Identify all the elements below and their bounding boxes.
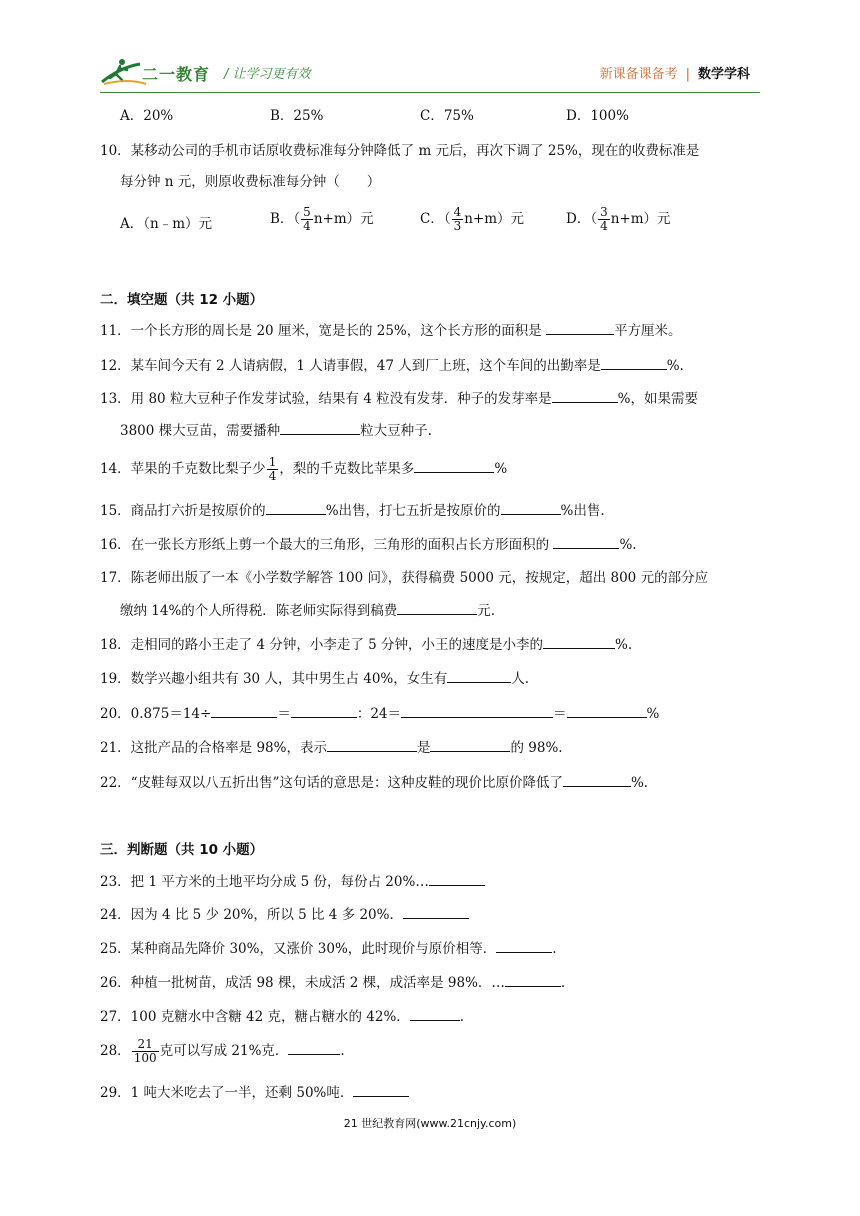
header-tags [600,63,750,82]
q18-blank [543,634,615,649]
q10-line2: 每分钟 n 元，则原收费标准每分钟（ ） [120,174,381,190]
q20-blank-2 [291,703,357,718]
q9-option-c: C．75% [420,108,474,124]
q22-unit: %. [630,775,649,791]
q21 [100,737,563,758]
q10-option-d-fraction [598,206,610,233]
q9-option-d: D．100% [566,108,629,124]
q18-unit: %. [615,637,633,653]
q16-unit: %. [619,537,637,553]
q13-line1 [100,388,698,409]
q11-text: 11．一个长方形的周长是 20 厘米，宽是长的 25%，这个长方形的面积是 [100,323,547,339]
q10-option-c [420,206,524,233]
q26-blank [505,972,561,987]
fraction-numerator: 5 [303,205,311,219]
q21-text-end: 的 98%. [510,740,563,756]
q11-unit: 平方厘米。 [614,323,682,339]
q16-blank [553,534,619,549]
q19-text: 19．数学兴趣小组共有 30 人，其中男生占 40%，女生有 [100,671,448,687]
q13-text-mid: %，如果需要 [617,391,698,407]
fraction-numerator: 3 [600,205,608,219]
q27-blank [410,1006,460,1021]
q10-option-a: A．（n﹣m）元 [120,216,212,232]
q25-text: 25．某种商品先降价 30%，又涨价 30%，此时现价与原价相等． [100,941,497,957]
q26-period: . [560,975,566,991]
q14-blank [414,458,494,473]
q10-option-d-prefix: D．（ [566,211,598,227]
q14-fraction [267,456,279,483]
q15-blank-2 [501,500,561,515]
q13-blank-1 [552,388,618,403]
q20-unit: % [646,706,660,722]
brand-slogan: / 让学习更有效 [224,67,311,82]
q24 [100,904,469,925]
q15-unit: %出售. [560,503,605,519]
q27 [100,1006,464,1027]
q23-text: 23．把 1 平方米的土地平均分成 5 份，每份占 20%… [100,874,429,890]
q19-unit: 人. [511,671,530,687]
q24-blank [403,904,469,919]
q18-text: 18．走相同的路小王走了 4 分钟，小李走了 5 分钟，小王的速度是小李的 [100,637,544,653]
q11 [100,320,682,341]
q17-unit: 元. [477,603,496,619]
q22-blank [563,772,631,787]
q26 [100,972,565,993]
q28-period: . [340,1043,345,1059]
q13-line2-text: 3800 棵大豆苗，需要播种 [120,423,281,439]
q10-option-b-prefix: B．（ [270,211,301,227]
q29 [100,1082,409,1103]
q28-number: 28． [100,1043,131,1059]
q19-blank [447,668,511,683]
q14-text: 14．苹果的千克数比梨子少 [100,461,266,477]
q10-option-b [270,206,374,233]
fraction-denominator: 4 [303,219,311,233]
q11-blank [546,320,614,335]
fraction-numerator: 4 [453,205,462,219]
fraction-numerator: 1 [268,455,277,469]
fraction-numerator: 21 [132,1038,159,1052]
q20-blank-3 [401,703,553,718]
q16 [100,534,637,555]
q25-blank [496,938,552,953]
q13-blank-2 [280,420,360,435]
q26-text: 26．种植一批树苗，成活 98 棵，未成活 2 棵，成活率是 98%．… [100,975,505,991]
q20-blank-1 [211,703,277,718]
q20 [100,703,659,724]
q10-option-b-fraction [301,206,313,233]
fraction-denominator: 3 [453,219,462,233]
q27-text: 27．100 克糖水中含糖 42 克，糖占糖水的 42%． [100,1009,410,1025]
q21-blank-2 [430,737,510,752]
header-tag-subject: 数学学科 [697,67,750,82]
q28-text: 克可以写成 21%克． [159,1043,289,1059]
q20-blank-4 [567,703,647,718]
header-tag-separator: | [685,67,690,82]
section-true-false-title: 三．判断题（共 10 小题） [100,842,264,858]
page-header [100,56,760,92]
q16-text: 16．在一张长方形纸上剪一个最大的三角形，三角形的面积占长方形面积的 [100,537,554,553]
q15-text-mid: %出售，打七五折是按原价的 [325,503,501,519]
q12-unit: %. [666,358,684,374]
q28 [100,1038,345,1065]
q10-option-d [566,206,671,233]
q25-period: . [552,941,557,957]
q15-text: 15．商品打六折是按原价的 [100,503,266,519]
q15-blank-1 [266,500,326,515]
q28-blank [288,1040,340,1055]
q10-option-c-prefix: C．（ [420,211,451,227]
fraction-denominator: 100 [133,1051,157,1065]
q14-unit: % [494,461,508,477]
fraction-denominator: 4 [600,219,608,233]
q29-text: 29．1 吨大米吃去了一半，还剩 50%吨． [100,1085,354,1101]
header-tag-course: 新课备课备考 [599,67,678,82]
q20-text: 20．0.875＝14÷ [100,706,212,722]
q23-blank [429,871,485,886]
q25 [100,938,557,959]
q27-period: . [459,1009,465,1025]
q22 [100,772,648,793]
q20-equals-1: ＝ [277,706,291,722]
q13-text: 13．用 80 粒大豆种子作发芽试验，结果有 4 粒没有发芽．种子的发芽率是 [100,391,552,407]
q10-option-d-suffix: n+m）元 [610,211,671,227]
q28-fraction [132,1038,159,1065]
q9-option-a: A．20% [120,108,174,124]
q23 [100,871,485,892]
q20-equals-2: ＝ [553,706,567,722]
q12 [100,355,684,376]
q21-text-mid: 是 [416,740,431,756]
header-divider [100,92,760,93]
fraction-denominator: 4 [268,469,277,483]
q24-text: 24．因为 4 比 5 少 20%，所以 5 比 4 多 20%． [100,907,403,923]
q10-option-c-suffix: n+m）元 [464,211,525,227]
q17-line1: 17．陈老师出版了一本《小学数学解答 100 问》，获得稿费 5000 元，按规定，超出 800 元的部分应 [100,570,709,586]
q17-blank [397,600,477,615]
q17-line2 [120,600,495,621]
q13-line2-unit: 粒大豆种子. [360,423,432,439]
q13-line2 [120,420,432,441]
q14-text-mid: ，梨的千克数比苹果多 [279,461,415,477]
q17-line2-text: 缴纳 14%的个人所得税．陈老师实际得到稿费 [120,603,398,619]
q20-ratio: ：24＝ [356,706,402,722]
q21-blank-1 [327,737,417,752]
q22-text: 22．“皮鞋每双以八五折出售”这句话的意思是：这种皮鞋的现价比原价降低了 [100,775,563,791]
q29-blank [353,1082,409,1097]
q14 [100,456,507,483]
q12-blank [601,355,667,370]
q10-option-c-fraction [452,206,464,233]
q21-text: 21．这批产品的合格率是 98%，表示 [100,740,327,756]
q12-text: 12．某车间今天有 2 人请病假，1 人请事假，47 人到厂上班，这个车间的出勤率是 [100,358,601,374]
section-fill-in-title: 二．填空题（共 12 小题） [100,292,264,308]
q10-line1: 10．某移动公司的手机市话原收费标准每分钟降低了 m 元后，再次下调了 25%，现在的收费标准是 [100,143,700,159]
q19 [100,668,529,689]
q18 [100,634,632,655]
q10-option-b-suffix: n+m）元 [313,211,374,227]
page-footer: 21 世纪教育网(www.21cnjy.com) [343,1117,517,1130]
q15 [100,500,605,521]
brand-name: 二一教育 [142,65,211,84]
q9-option-b: B．25% [270,108,324,124]
